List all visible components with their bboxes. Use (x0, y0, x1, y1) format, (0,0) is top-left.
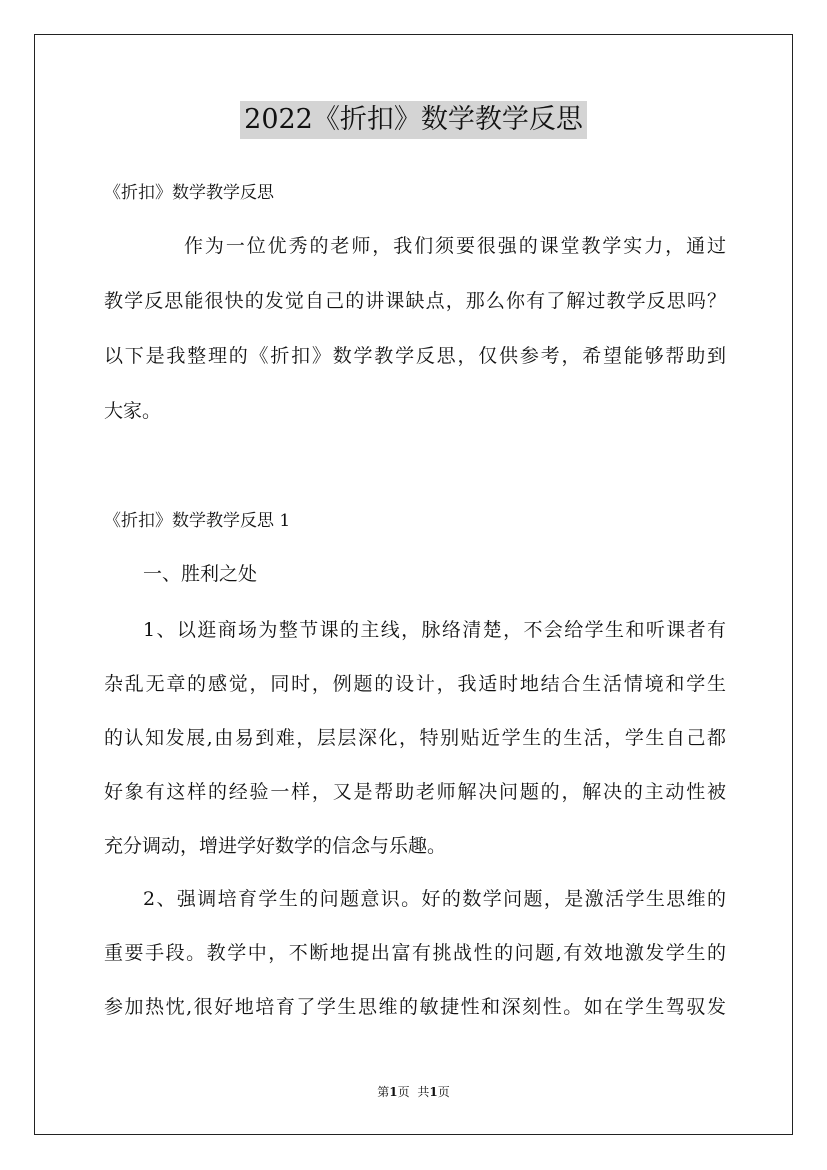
intro-line-1: 作为一位优秀的老师，我们须要很强的课堂教学实力，通过 (184, 235, 726, 257)
title-container (0, 101, 827, 139)
point1-line-3: 的认知发展,由易到难，层层深化，特别贴近学生的生活，学生自己都 (104, 727, 726, 749)
point2-line-1: 2、强调培育学生的问题意识。好的数学问题，是激活学生思维的 (143, 888, 726, 910)
page-unit: 页 (397, 1085, 410, 1099)
point1-line-1: 1、以逛商场为整节课的主线，脉络清楚，不会给学生和听课者有 (143, 619, 726, 641)
total-unit: 页 (437, 1085, 450, 1099)
page-prefix: 第 (377, 1085, 390, 1099)
point1-line-4: 好象有这样的经验一样，又是帮助老师解决问题的，解决的主动性被 (104, 781, 726, 803)
document-heading: 《折扣》数学教学反思 (104, 183, 274, 203)
point1-line-2: 杂乱无章的感觉，同时，例题的设计，我适时地结合生活情境和学生 (104, 673, 726, 695)
page-total: 1 (429, 1085, 438, 1099)
page-current: 1 (389, 1085, 398, 1099)
point1-line-5: 充分调动，增进学好数学的信念与乐趣。 (104, 835, 447, 857)
intro-line-2: 教学反思能很快的发觉自己的讲课缺点，那么你有了解过教学反思吗？ (104, 290, 726, 312)
document-title: 2022《折扣》数学教学反思 (240, 101, 587, 139)
total-prefix: 共 (417, 1085, 430, 1099)
point2-line-3: 参加热忱,很好地培育了学生思维的敏捷性和深刻性。如在学生驾驭发 (104, 996, 726, 1018)
intro-line-3: 以下是我整理的《折扣》数学教学反思，仅供参考，希望能够帮助到 (104, 345, 726, 367)
point2-line-2: 重要手段。教学中，不断地提出富有挑战性的问题,有效地激发学生的 (104, 942, 726, 964)
section1-heading: 《折扣》数学教学反思 1 (104, 511, 291, 531)
intro-line-4: 大家。 (104, 400, 162, 422)
section1-subheading: 一、胜利之处 (143, 563, 258, 585)
page-footer (0, 1084, 827, 1100)
